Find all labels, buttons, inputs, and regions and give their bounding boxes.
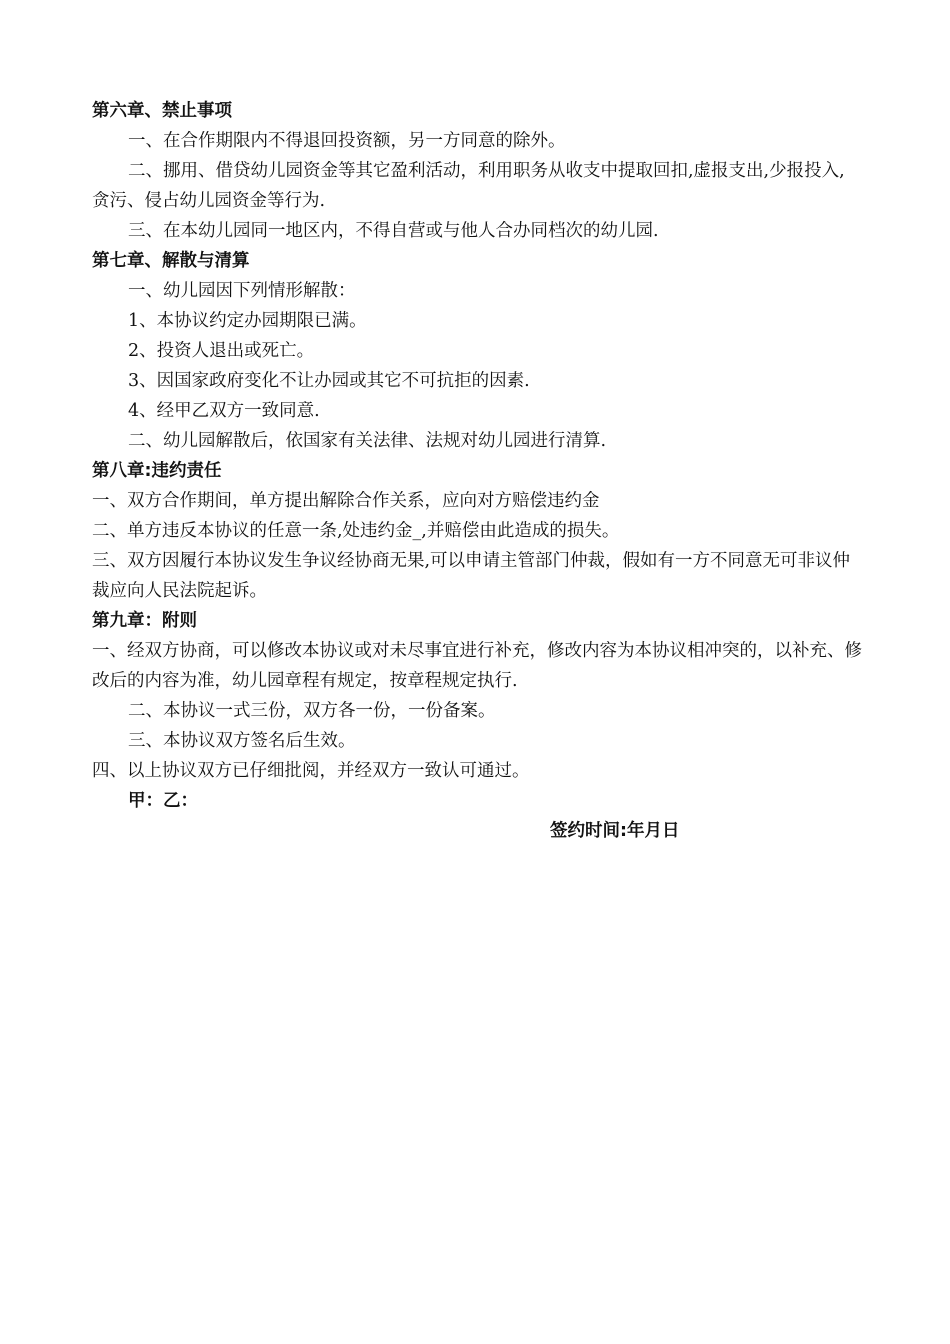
- paragraph: 三、双方因履行本协议发生争议经协商无果,可以申请主管部门仲裁，假如有一方不同意无可非议仲裁应向人民法院起诉。: [92, 551, 851, 601]
- paragraph: 四、以上协议双方已仔细批阅，并经双方一致认可通过。: [92, 761, 530, 781]
- section-heading: 第九章：附则: [92, 611, 197, 631]
- paragraph: 三、本协议双方签名后生效。: [128, 731, 356, 751]
- paragraph: 二、本协议一式三份，双方各一份，一份备案。: [128, 701, 496, 721]
- paragraph: 二、幼儿园解散后，依国家有关法律、法规对幼儿园进行清算.: [128, 431, 607, 451]
- document-page: [92, 96, 862, 846]
- signature-block: [92, 786, 862, 846]
- paragraph: 一、经双方协商，可以修改本协议或对未尽事宜进行补充，修改内容为本协议相冲突的，以补充、修改后的内容为准，幼儿园章程有规定，按章程规定执行.: [92, 641, 862, 691]
- section-chapter-6: [92, 96, 862, 246]
- section-heading: 第六章、禁止事项: [92, 101, 232, 121]
- paragraph: 2、投资人退出或死亡。: [128, 341, 315, 361]
- paragraph: 二、单方违反本协议的任意一条,处违约金_,并赔偿由此造成的损失。: [92, 521, 620, 541]
- paragraph: 二、挪用、借贷幼儿园资金等其它盈利活动，利用职务从收支中提取回扣,虚报支出,少报投入,贪污、侵占幼儿园资金等行为.: [92, 161, 845, 211]
- paragraph: 3、因国家政府变化不让办园或其它不可抗拒的因素.: [128, 371, 530, 391]
- section-chapter-9: [92, 606, 862, 786]
- section-chapter-7: [92, 246, 862, 456]
- paragraph: 1、本协议约定办园期限已满。: [128, 311, 367, 331]
- paragraph: 一、在合作期限内不得退回投资额，另一方同意的除外。: [128, 131, 566, 151]
- signature-parties: 甲：乙：: [128, 791, 198, 811]
- signature-time: 签约时间:年月日: [550, 821, 680, 841]
- section-chapter-8: [92, 456, 862, 606]
- paragraph: 一、双方合作期间，单方提出解除合作关系，应向对方赔偿违约金: [92, 491, 600, 511]
- paragraph: 一、幼儿园因下列情形解散：: [128, 281, 356, 301]
- paragraph: 4、经甲乙双方一致同意.: [128, 401, 320, 421]
- section-heading: 第七章、解散与清算: [92, 251, 250, 271]
- paragraph: 三、在本幼儿园同一地区内，不得自营或与他人合办同档次的幼儿园.: [128, 221, 659, 241]
- section-heading: 第八章:违约责任: [92, 461, 222, 481]
